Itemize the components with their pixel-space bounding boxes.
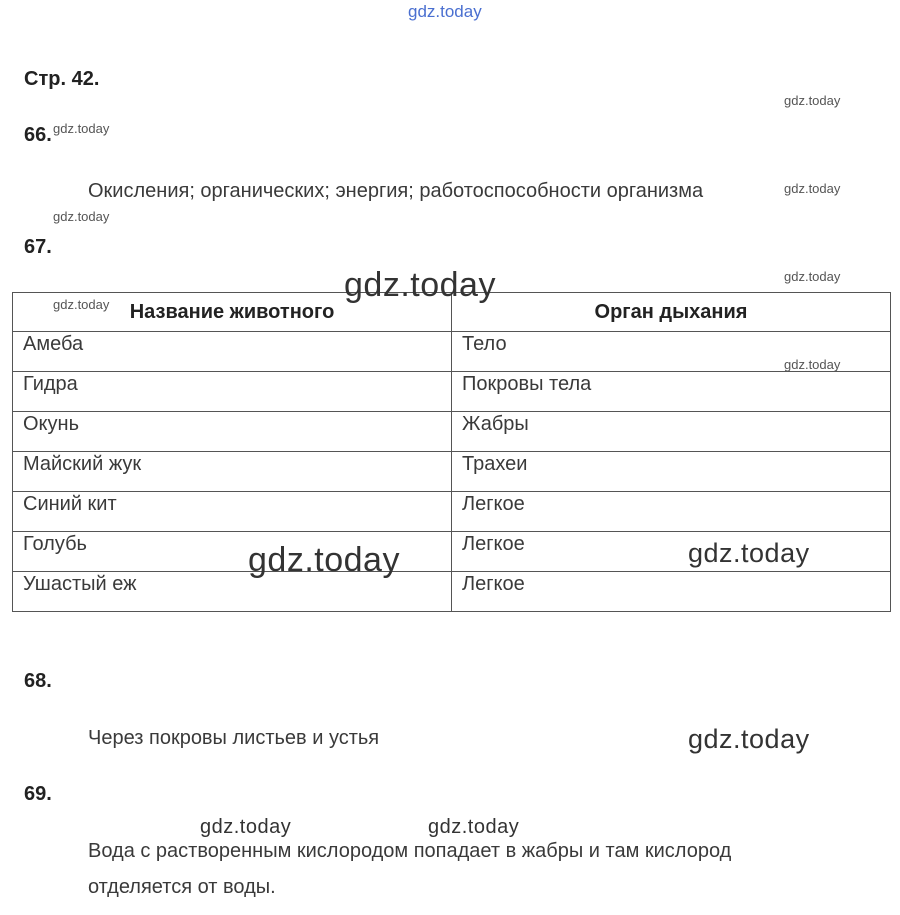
cell-animal: Окунь [13, 412, 452, 452]
watermark-big: gdz.today [200, 816, 292, 838]
watermark-small: gdz.today [784, 93, 841, 108]
watermark-small: gdz.today [53, 121, 110, 136]
watermark-big: gdz.today [428, 816, 520, 838]
header-animal-name: Название животного [13, 293, 452, 332]
cell-animal: Майский жук [13, 452, 452, 492]
watermark-small: gdz.today [53, 297, 110, 312]
border-gap [808, 601, 848, 605]
cell-organ: Трахеи [452, 452, 891, 492]
task-68-answer: Через покровы листьев и устья [88, 727, 380, 749]
watermark-big: gdz.today [248, 541, 400, 579]
watermark-small: gdz.today [784, 181, 841, 196]
cell-organ: Покровы тела [452, 372, 891, 412]
table-row [13, 572, 891, 612]
task-67-number: 67. [24, 236, 52, 258]
table-row [13, 412, 891, 452]
watermark-small: gdz.today [784, 357, 841, 372]
task-69-number: 69. [24, 783, 52, 805]
watermark-big: gdz.today [688, 538, 810, 568]
cell-organ: Легкое [452, 492, 891, 532]
cell-animal: Синий кит [13, 492, 452, 532]
table-row [13, 452, 891, 492]
page-heading: Стр. 42. [24, 68, 100, 90]
watermark-big: gdz.today [688, 724, 810, 754]
table-row [13, 332, 891, 372]
watermark-top: gdz.today [408, 2, 482, 21]
cell-animal: Гидра [13, 372, 452, 412]
task-68-number: 68. [24, 670, 52, 692]
cell-organ: Легкое [452, 572, 891, 612]
cell-animal: Ушастый еж [13, 572, 452, 612]
watermark-big: gdz.today [344, 266, 496, 304]
cell-animal: Амеба [13, 332, 452, 372]
table-row [13, 372, 891, 412]
task-69-answer-line-2: отделяется от воды. [88, 876, 276, 898]
border-gap [680, 601, 770, 605]
watermark-small: gdz.today [784, 269, 841, 284]
task-69-answer-line-1: Вода с растворенным кислородом попадает в жабры и там кислород [88, 840, 732, 862]
task-66-answer: Окисления; органических; энергия; работоспособности организма [88, 180, 704, 202]
cell-organ: Тело [452, 332, 891, 372]
watermark-small: gdz.today [53, 209, 110, 224]
task-66-number: 66. [24, 124, 52, 146]
table-row [13, 492, 891, 532]
header-breathing-organ: Орган дыхания [452, 293, 891, 332]
cell-animal: Голубь [13, 532, 452, 572]
cell-organ: Жабры [452, 412, 891, 452]
cell-organ: Легкое [452, 532, 891, 572]
